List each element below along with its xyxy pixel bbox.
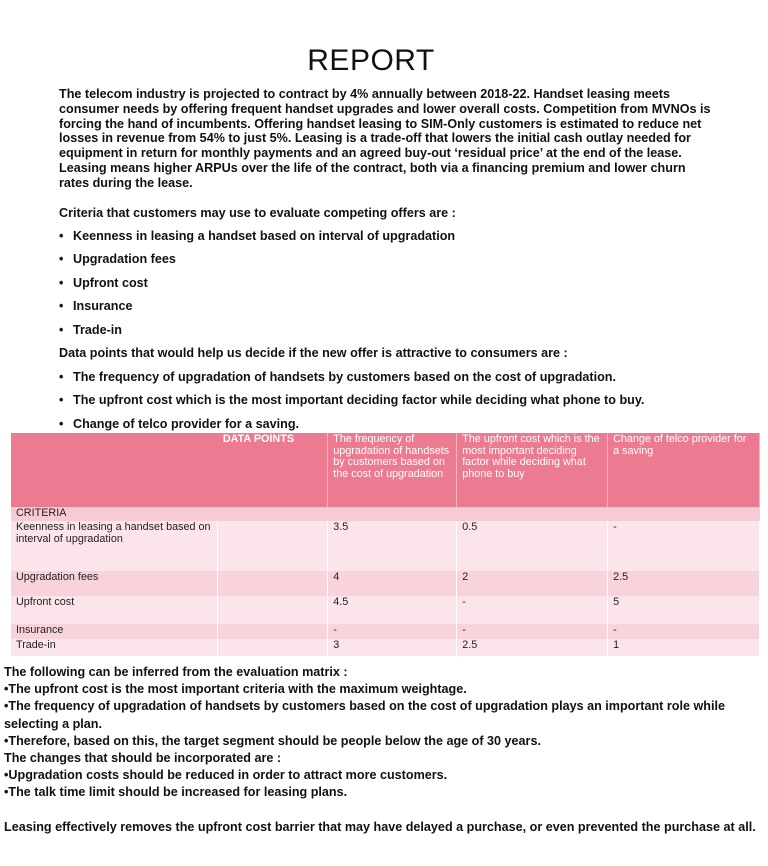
- table-cell: -: [608, 521, 760, 571]
- table-cell: -: [457, 596, 608, 624]
- list-item: • Keenness in leasing a handset based on interval of upgradation: [59, 229, 455, 252]
- table-row: [11, 596, 760, 624]
- criteria-list: [59, 229, 455, 346]
- table-cell: 5: [608, 596, 760, 624]
- list-item: • Trade-in: [59, 323, 455, 346]
- list-item: • Upgradation fees: [59, 252, 455, 275]
- criteria-lead: Criteria that customers may use to evaluate competing offers are :: [59, 206, 456, 220]
- row-label: Upgradation fees: [11, 571, 218, 596]
- list-item: • Change of telco provider for a saving.: [59, 417, 644, 440]
- evaluation-matrix: [11, 433, 760, 656]
- datapoints-lead: Data points that would help us decide if the new offer is attractive to consumers are :: [59, 346, 568, 360]
- table-cell: -: [328, 624, 457, 639]
- conclusion-line: •Upgradation costs should be reduced in order to attract more customers.: [4, 768, 448, 783]
- datapoints-list: [59, 370, 644, 440]
- criteria-label: CRITERIA: [11, 507, 218, 521]
- matrix-corner-cell: [11, 433, 218, 507]
- conclusion-line: •The upfront cost is the most important criteria with the maximum weightage.: [4, 682, 467, 697]
- row-label: Insurance: [11, 624, 218, 639]
- conclusion-line: •The frequency of upgradation of handsets by customers based on the cost of upgradation plays an important role while selecting a plan.: [4, 699, 725, 731]
- table-cell: 3: [328, 639, 457, 656]
- closing-statement: Leasing effectively removes the upfront cost barrier that may have delayed a purchase, or even prevented the purchase at all.: [4, 820, 756, 834]
- list-item: • Insurance: [59, 299, 455, 322]
- table-cell: 4.5: [328, 596, 457, 624]
- conclusion-line: •The talk time limit should be increased for leasing plans.: [4, 785, 348, 800]
- row-label: Trade-in: [11, 639, 218, 656]
- column-header: The upfront cost which is the most important deciding factor while deciding what phone to buy: [457, 433, 608, 507]
- table-cell: 2: [457, 571, 608, 596]
- table-cell: -: [457, 624, 608, 639]
- table-row: [11, 571, 760, 596]
- table-cell: 3.5: [328, 521, 457, 571]
- intro-paragraph: The telecom industry is projected to contract by 4% annually between 2018-22. Handset leasing meets consumer needs by offering frequent handset upgrades and lower overall costs. Competition from MVNOs is forcing the hand of incumbents. Offering handset leasing to SIM-Only customers is estimated to reduce net losses in revenue from 54% to just 5%. Leasing is a trade-off that lowers the initial cash outlay needed for equipment in return for monthly payments and an agreed buy-out ‘residual price’ at the end of the lease. Leasing means higher ARPUs over the life of the contract, both via a financing premium and lower churn rates during the lease.: [59, 87, 711, 190]
- data-points-label: DATA POINTS: [218, 433, 328, 507]
- table-cell: 4: [328, 571, 457, 596]
- conclusions-block: [4, 664, 744, 802]
- row-label: Upfront cost: [11, 596, 218, 624]
- column-header: Change of telco provider for a saving: [608, 433, 760, 507]
- table-cell: -: [608, 624, 760, 639]
- conclusion-line: •Therefore, based on this, the target segment should be people below the age of 30 years.: [4, 733, 541, 748]
- table-cell: 2.5: [608, 571, 760, 596]
- list-item: • The frequency of upgradation of handsets by customers based on the cost of upgradation.: [59, 370, 644, 393]
- table-row: [11, 639, 760, 656]
- conclusion-line: The following can be inferred from the evaluation matrix :: [4, 665, 348, 679]
- report-title: REPORT: [307, 44, 435, 77]
- criteria-label-row: [11, 507, 760, 521]
- row-label: Keenness in leasing a handset based on interval of upgradation: [11, 521, 218, 571]
- matrix-header-row: [11, 433, 760, 507]
- table-row: [11, 521, 760, 571]
- table-cell: 0.5: [457, 521, 608, 571]
- column-header: The frequency of upgradation of handsets by customers based on the cost of upgradation: [328, 433, 457, 507]
- table-cell: 2.5: [457, 639, 608, 656]
- table-cell: 1: [608, 639, 760, 656]
- table-row: [11, 624, 760, 639]
- conclusion-line: The changes that should be incorporated are :: [4, 751, 282, 766]
- list-item: • The upfront cost which is the most important deciding factor while deciding what phone to buy.: [59, 393, 644, 416]
- list-item: • Upfront cost: [59, 276, 455, 299]
